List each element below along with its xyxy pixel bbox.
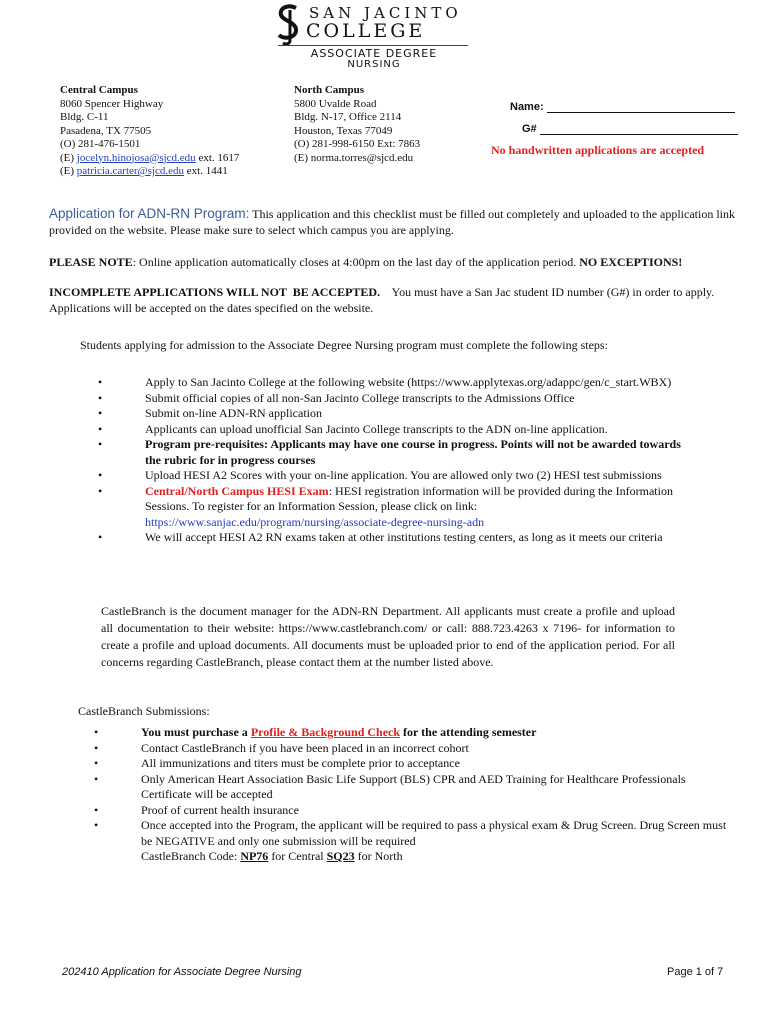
castlebranch-heading: CastleBranch Submissions:	[78, 704, 210, 718]
central-address-line: 8060 Spencer Highway	[60, 97, 164, 110]
north-address-line: Bldg. N-17, Office 2114	[294, 111, 402, 123]
name-field-row	[510, 101, 735, 113]
handwritten-warning: No handwritten applications are accepted	[491, 143, 705, 157]
college-seal-icon	[276, 4, 302, 46]
list-item: • Central/North Campus HESI Exam: HESI registration information will be provided during the Information Sessions. To register for an Information Session, please click on link: https://www.sanjac.edu/program/nursing/associate-degree-nursing-adn	[98, 484, 694, 531]
intro-text: This application and this checklist must be filled out completely and uploaded to the application link provided on the website. Please make sure to select which campus you are applying.	[49, 207, 735, 237]
list-item: • Submit official copies of all non-San Jacinto College transcripts to the Admissions Office	[98, 391, 694, 407]
logo-line-college: COLLEGE	[306, 20, 426, 42]
please-note-paragraph	[49, 254, 739, 270]
list-item: • Apply to San Jacinto College at the following website (https://www.applytexas.org/adappc/gen/c_start.WBX)	[98, 375, 694, 391]
list-item: • Contact CastleBranch if you have been placed in an incorrect cohort	[94, 741, 734, 757]
central-code: NP76	[240, 849, 269, 863]
list-item: • Proof of current health insurance	[94, 803, 734, 819]
college-logo	[276, 4, 472, 70]
name-label: Name:	[510, 101, 544, 113]
name-input-line[interactable]	[547, 101, 735, 113]
g-number-label: G#	[522, 123, 537, 135]
north-campus-contact	[294, 84, 420, 165]
logo-line-san-jacinto: SAN JACINTO	[309, 4, 462, 22]
north-code: SQ23	[326, 849, 355, 863]
list-item: • Only American Heart Association Basic Life Support (BLS) CPR and AED Training for Healthcare Professionals Certificate will be accepted	[94, 772, 734, 803]
north-campus-heading: North Campus	[294, 84, 364, 96]
hesi-exam-label: Central/North Campus HESI Exam	[145, 483, 329, 498]
north-address-line: Houston, Texas 77049	[294, 124, 393, 137]
castlebranch-paragraph: CastleBranch is the document manager for the ADN-RN Department. All applicants must create a profile and upload all documentation to their website: https://www.castlebranch.com/ or call: 888.723.4263 x 7196- for information to create a profile and upload documents. All documents must be uploaded prior to end of the application period. For all concerns regarding CastleBranch, please contact them at the number listed above.	[101, 604, 675, 669]
list-item: • Upload HESI A2 Scores with your on-line application. You are allowed only two (2) HESI test submissions	[98, 468, 694, 484]
central-address-line: Pasadena, TX 77505	[60, 124, 152, 137]
info-session-link[interactable]: https://www.sanjac.edu/program/nursing/associate-degree-nursing-adn	[145, 514, 485, 529]
list-item: • We will accept HESI A2 RN exams taken at other institutions testing centers, as long as it meets our criteria	[98, 530, 694, 546]
steps-intro: Students applying for admission to the Associate Degree Nursing program must complete the following steps:	[80, 338, 608, 352]
no-exceptions-text: NO EXCEPTIONS!	[579, 255, 683, 269]
steps-list	[98, 375, 694, 546]
north-email: (E) norma.torres@sjcd.edu	[294, 151, 414, 164]
intro-paragraph	[49, 206, 739, 238]
incomplete-paragraph	[49, 284, 729, 316]
central-phone: (O) 281-476-1501	[60, 138, 141, 150]
list-item: • All immunizations and titers must be complete prior to acceptance	[94, 756, 734, 772]
central-campus-heading: Central Campus	[60, 84, 138, 96]
incomplete-text: You must have a San Jac student ID number (G#) in order to apply. Applications will be accepted on the dates specified on the website.	[49, 285, 717, 315]
central-email-link-2[interactable]: patricia.carter@sjcd.edu	[76, 165, 185, 177]
list-item: • Once accepted into the Program, the applicant will be required to pass a physical exam & Drug Screen. Drug Screen must be NEGATIVE and only one submission will be required CastleBranch Code: NP76 for Central SQ23 for North	[94, 818, 734, 865]
logo-divider	[278, 45, 468, 46]
g-number-field-row	[522, 123, 738, 135]
logo-line-associate-degree: ASSOCIATE DEGREE	[310, 47, 438, 60]
north-phone: (O) 281-998-6150 Ext: 7863	[294, 138, 421, 150]
incomplete-label: INCOMPLETE APPLICATIONS WILL NOT BE ACCEPTED.	[49, 285, 381, 299]
logo-line-nursing: NURSING	[347, 59, 401, 70]
central-address-line: Bldg. C-11	[60, 111, 109, 123]
profile-background-check-link[interactable]: Profile & Background Check	[250, 725, 401, 739]
central-email-line-1: (E) jocelyn.hinojosa@sjcd.edu ext. 1617	[60, 151, 240, 164]
list-item: • Applicants can upload unofficial San Jacinto College transcripts to the ADN on-line application.	[98, 422, 694, 438]
central-email-link-1[interactable]: jocelyn.hinojosa@sjcd.edu	[76, 151, 196, 164]
list-item: • Submit on-line ADN-RN application	[98, 406, 694, 422]
central-email-line-2: (E) patricia.carter@sjcd.edu ext. 1441	[60, 165, 228, 177]
footer-page-number: Page 1 of 7	[667, 966, 724, 978]
castlebranch-list	[94, 725, 734, 865]
please-note-text: : Online application automatically closes at 4:00pm on the last day of the application period.	[132, 255, 580, 269]
list-item: • You must purchase a Profile & Background Check for the attending semester	[94, 725, 734, 741]
central-campus-contact	[60, 84, 239, 179]
north-address-line: 5800 Uvalde Road	[294, 97, 377, 110]
footer-document-title: 202410 Application for Associate Degree Nursing	[62, 966, 302, 978]
please-note-label: PLEASE NOTE	[49, 255, 133, 269]
g-number-input-line[interactable]	[540, 123, 738, 135]
list-item: • Program pre-requisites: Applicants may have one course in progress. Points will not be awarded towards the rubric for in progress courses	[98, 437, 694, 468]
application-title: Application for ADN-RN Program:	[49, 206, 250, 221]
